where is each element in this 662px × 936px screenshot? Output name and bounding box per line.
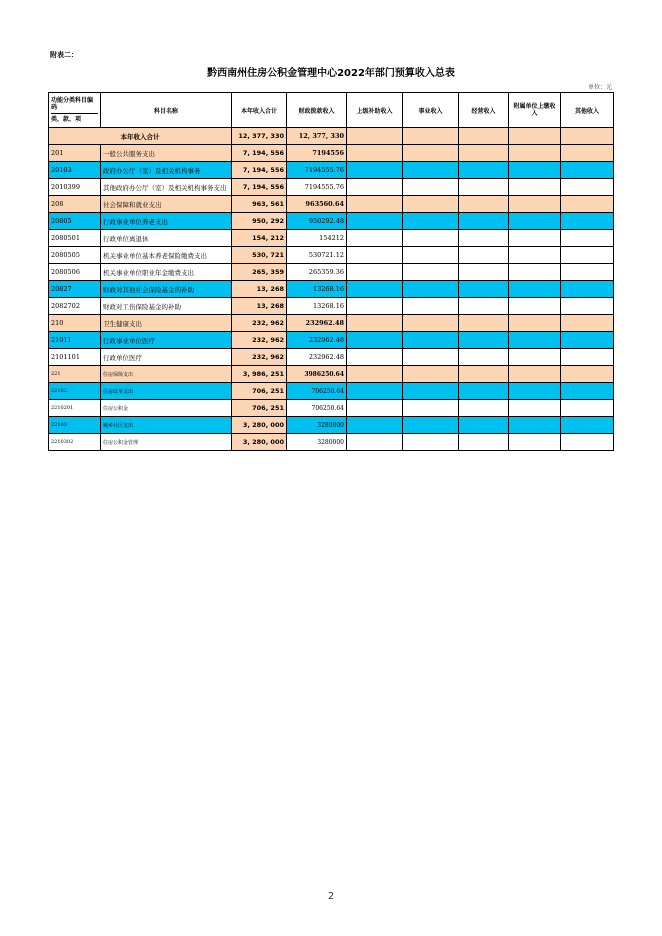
row-superior — [347, 298, 403, 315]
row-superior — [347, 366, 403, 383]
row-code: 2080501 — [49, 230, 101, 247]
row-code: 20103 — [49, 162, 101, 179]
header-affiliated: 附属单位上缴收入 — [509, 93, 561, 128]
row-affiliated — [509, 247, 561, 264]
row-total: 530, 721 — [232, 247, 287, 264]
row-name: 行政单位医疗 — [101, 349, 232, 366]
summary-label: 本年收入合计 — [49, 128, 232, 145]
row-code: 2082702 — [49, 298, 101, 315]
row-superior — [347, 247, 403, 264]
summary-other — [561, 128, 614, 145]
row-affiliated — [509, 281, 561, 298]
row-affiliated — [509, 179, 561, 196]
row-superior — [347, 400, 403, 417]
row-fiscal: 3280000 — [287, 417, 347, 434]
table-row — [49, 213, 614, 230]
row-affiliated — [509, 145, 561, 162]
row-fiscal: 706250.64 — [287, 400, 347, 417]
row-other — [561, 281, 614, 298]
row-affiliated — [509, 383, 561, 400]
row-name: 机关事业单位基本养老保险缴费支出 — [101, 247, 232, 264]
row-operating — [459, 179, 509, 196]
row-fiscal: 265359.36 — [287, 264, 347, 281]
row-fiscal: 7194555.76 — [287, 179, 347, 196]
row-fiscal: 963560.64 — [287, 196, 347, 213]
row-fiscal: 232962.48 — [287, 315, 347, 332]
table-row — [49, 230, 614, 247]
row-code: 2210201 — [49, 400, 101, 417]
row-operating — [459, 196, 509, 213]
row-affiliated — [509, 400, 561, 417]
row-other — [561, 162, 614, 179]
row-fiscal: 13268.16 — [287, 298, 347, 315]
table-row — [49, 179, 614, 196]
row-operating — [459, 162, 509, 179]
row-superior — [347, 349, 403, 366]
row-superior — [347, 196, 403, 213]
header-business: 事业收入 — [403, 93, 459, 128]
row-name: 社会保障和就业支出 — [101, 196, 232, 213]
row-fiscal: 232962.48 — [287, 349, 347, 366]
row-code: 21011 — [49, 332, 101, 349]
table-row — [49, 417, 614, 434]
row-total: 232, 962 — [232, 315, 287, 332]
row-name: 机关事业单位职业年金缴费支出 — [101, 264, 232, 281]
table-row — [49, 383, 614, 400]
row-affiliated — [509, 434, 561, 451]
row-total: 706, 251 — [232, 400, 287, 417]
row-affiliated — [509, 332, 561, 349]
row-other — [561, 145, 614, 162]
header-name: 科目名称 — [101, 93, 232, 128]
header-fiscal: 财政拨款收入 — [287, 93, 347, 128]
row-business — [403, 332, 459, 349]
row-superior — [347, 162, 403, 179]
row-code: 208 — [49, 196, 101, 213]
row-total: 154, 212 — [232, 230, 287, 247]
row-total: 706, 251 — [232, 383, 287, 400]
row-name: 住房改革支出 — [101, 383, 232, 400]
row-operating — [459, 247, 509, 264]
row-operating — [459, 417, 509, 434]
summary-affiliated — [509, 128, 561, 145]
table-row — [49, 434, 614, 451]
row-total: 3, 986, 251 — [232, 366, 287, 383]
header-other: 其他收入 — [561, 93, 614, 128]
row-name: 住房保障支出 — [101, 366, 232, 383]
row-total: 7, 194, 556 — [232, 145, 287, 162]
summary-fiscal: 12, 377, 330 — [287, 128, 347, 145]
row-superior — [347, 332, 403, 349]
row-operating — [459, 400, 509, 417]
row-total: 3, 280, 000 — [232, 417, 287, 434]
row-other — [561, 179, 614, 196]
row-code: 221 — [49, 366, 101, 383]
table-row — [49, 281, 614, 298]
row-other — [561, 349, 614, 366]
table-row — [49, 400, 614, 417]
row-code: 201 — [49, 145, 101, 162]
row-name: 行政事业单位养老支出 — [101, 213, 232, 230]
row-affiliated — [509, 213, 561, 230]
row-code: 20805 — [49, 213, 101, 230]
row-name: 住房公积金管理 — [101, 434, 232, 451]
row-affiliated — [509, 298, 561, 315]
row-affiliated — [509, 196, 561, 213]
row-superior — [347, 434, 403, 451]
row-name: 城乡社区支出 — [101, 417, 232, 434]
row-superior — [347, 315, 403, 332]
row-total: 963, 561 — [232, 196, 287, 213]
table-row — [49, 162, 614, 179]
row-name: 一般公共服务支出 — [101, 145, 232, 162]
row-fiscal: 154212 — [287, 230, 347, 247]
row-total: 232, 962 — [232, 349, 287, 366]
row-business — [403, 315, 459, 332]
row-total: 7, 194, 556 — [232, 179, 287, 196]
row-operating — [459, 315, 509, 332]
row-total: 950, 292 — [232, 213, 287, 230]
row-business — [403, 264, 459, 281]
row-other — [561, 366, 614, 383]
row-code: 2210302 — [49, 434, 101, 451]
row-operating — [459, 383, 509, 400]
row-superior — [347, 383, 403, 400]
row-business — [403, 349, 459, 366]
row-business — [403, 366, 459, 383]
page-number: 2 — [327, 891, 335, 902]
summary-row — [49, 128, 614, 145]
row-business — [403, 400, 459, 417]
row-fiscal: 232962.48 — [287, 332, 347, 349]
row-affiliated — [509, 230, 561, 247]
row-total: 265, 359 — [232, 264, 287, 281]
row-operating — [459, 264, 509, 281]
row-operating — [459, 366, 509, 383]
row-business — [403, 196, 459, 213]
row-code: 2080505 — [49, 247, 101, 264]
row-operating — [459, 332, 509, 349]
page-title: 黔西南州住房公积金管理中心2022年部门预算收入总表 — [207, 68, 455, 79]
table-body — [49, 93, 614, 451]
table-row — [49, 247, 614, 264]
header-code-bottom: 类、款、项 — [51, 116, 82, 123]
summary-total: 12, 377, 330 — [232, 128, 287, 145]
table-row — [49, 332, 614, 349]
row-code: 2010399 — [49, 179, 101, 196]
row-code: 2101101 — [49, 349, 101, 366]
row-fiscal: 530721.12 — [287, 247, 347, 264]
table-row — [49, 196, 614, 213]
row-name: 财政对其他社会保险基金的补助 — [101, 281, 232, 298]
row-total: 13, 268 — [232, 298, 287, 315]
summary-operating — [459, 128, 509, 145]
table-row — [49, 298, 614, 315]
row-total: 13, 268 — [232, 281, 287, 298]
row-code: 22103 — [49, 417, 101, 434]
row-code: 2080506 — [49, 264, 101, 281]
row-fiscal: 7194555.76 — [287, 162, 347, 179]
unit-label: 单位：元 — [587, 84, 612, 91]
row-affiliated — [509, 264, 561, 281]
summary-superior — [347, 128, 403, 145]
row-operating — [459, 434, 509, 451]
row-fiscal: 3986250.64 — [287, 366, 347, 383]
row-business — [403, 417, 459, 434]
row-fiscal: 3280000 — [287, 434, 347, 451]
row-operating — [459, 230, 509, 247]
row-business — [403, 230, 459, 247]
appendix-label: 附表二： — [50, 51, 78, 59]
header-operating: 经营收入 — [459, 93, 509, 128]
header-superior: 上级补助收入 — [347, 93, 403, 128]
row-operating — [459, 145, 509, 162]
row-total: 3, 280, 000 — [232, 434, 287, 451]
row-affiliated — [509, 315, 561, 332]
row-superior — [347, 281, 403, 298]
row-other — [561, 298, 614, 315]
row-operating — [459, 213, 509, 230]
row-business — [403, 162, 459, 179]
row-fiscal: 950292.48 — [287, 213, 347, 230]
row-other — [561, 213, 614, 230]
row-total: 7, 194, 556 — [232, 162, 287, 179]
row-affiliated — [509, 417, 561, 434]
table-row — [49, 264, 614, 281]
row-name: 其他政府办公厅（室）及相关机构事务支出 — [101, 179, 232, 196]
row-other — [561, 230, 614, 247]
row-operating — [459, 349, 509, 366]
header-row — [49, 93, 614, 128]
row-fiscal: 13268.16 — [287, 281, 347, 298]
table-row — [49, 366, 614, 383]
row-other — [561, 264, 614, 281]
row-other — [561, 196, 614, 213]
row-superior — [347, 417, 403, 434]
budget-income-table — [48, 92, 614, 451]
table-row — [49, 315, 614, 332]
row-affiliated — [509, 366, 561, 383]
row-code: 210 — [49, 315, 101, 332]
row-business — [403, 383, 459, 400]
row-operating — [459, 298, 509, 315]
header-code-top: 功能分类科目编码 — [51, 97, 98, 114]
row-fiscal: 7194556 — [287, 145, 347, 162]
row-operating — [459, 281, 509, 298]
row-superior — [347, 179, 403, 196]
row-fiscal: 706250.64 — [287, 383, 347, 400]
row-business — [403, 298, 459, 315]
table-row — [49, 145, 614, 162]
header-total: 本年收入合计 — [232, 93, 287, 128]
row-business — [403, 434, 459, 451]
row-superior — [347, 230, 403, 247]
row-name: 行政事业单位医疗 — [101, 332, 232, 349]
row-business — [403, 179, 459, 196]
row-other — [561, 434, 614, 451]
summary-business — [403, 128, 459, 145]
row-other — [561, 315, 614, 332]
row-other — [561, 417, 614, 434]
row-business — [403, 247, 459, 264]
table-row — [49, 349, 614, 366]
row-name: 财政对工伤保险基金的补助 — [101, 298, 232, 315]
row-code: 22102 — [49, 383, 101, 400]
row-affiliated — [509, 349, 561, 366]
row-superior — [347, 213, 403, 230]
row-affiliated — [509, 162, 561, 179]
row-business — [403, 145, 459, 162]
row-other — [561, 400, 614, 417]
row-other — [561, 383, 614, 400]
row-business — [403, 213, 459, 230]
header-code-cell — [49, 93, 101, 128]
row-superior — [347, 145, 403, 162]
row-name: 卫生健康支出 — [101, 315, 232, 332]
row-total: 232, 962 — [232, 332, 287, 349]
row-code: 20827 — [49, 281, 101, 298]
row-name: 行政单位离退休 — [101, 230, 232, 247]
row-other — [561, 332, 614, 349]
row-business — [403, 281, 459, 298]
row-other — [561, 247, 614, 264]
row-name: 政府办公厅（室）及相关机构事务 — [101, 162, 232, 179]
row-superior — [347, 264, 403, 281]
row-name: 住房公积金 — [101, 400, 232, 417]
